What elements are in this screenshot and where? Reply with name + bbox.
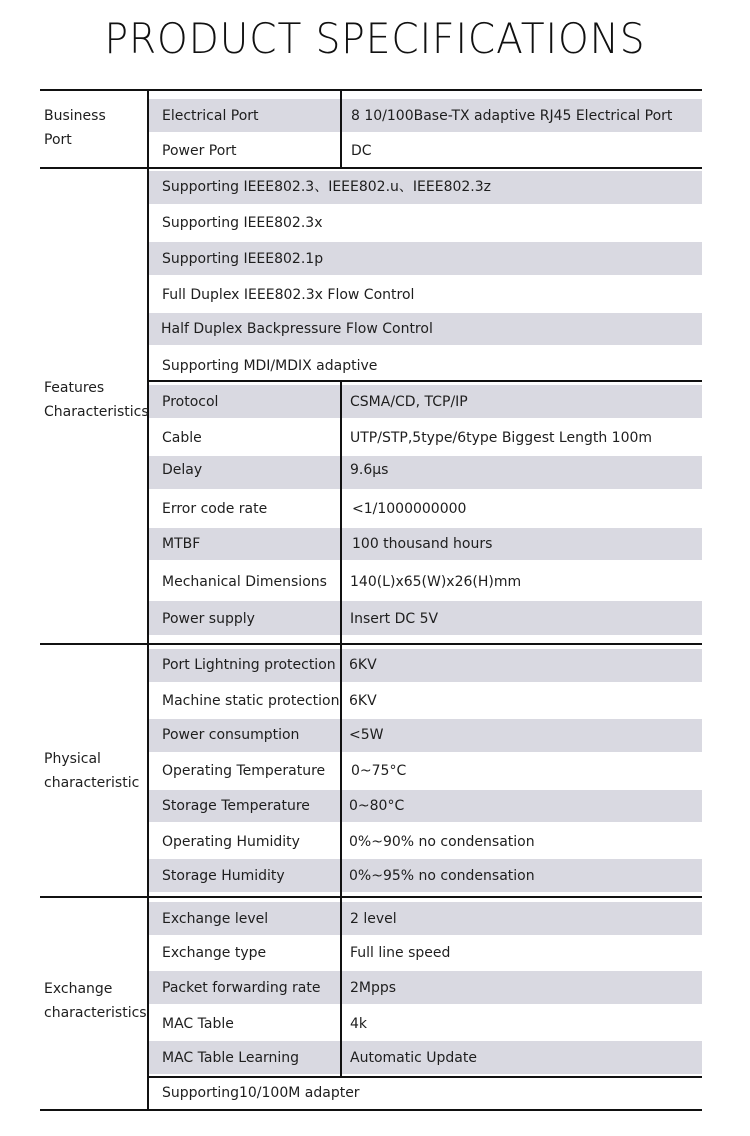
spec-key: Error code rate (162, 501, 268, 517)
spec-value: UTP/STP,5type/6type Biggest Length 100m (350, 430, 653, 446)
spec-key: Machine static protection (162, 693, 340, 709)
section-label-line: Port (44, 132, 72, 148)
spec-value: 0~75°C (351, 763, 407, 779)
spec-key: Electrical Port (162, 108, 259, 124)
section-label-line: Business (44, 108, 106, 124)
section-label-exchange (44, 977, 147, 1025)
section-label-physical (44, 747, 139, 795)
spec-key: Operating Temperature (162, 763, 326, 779)
table-rule (40, 1109, 702, 1111)
spec-key: Delay (162, 462, 203, 478)
column-rule (340, 380, 342, 643)
section-label-features (44, 376, 149, 424)
spec-value: 2 level (350, 911, 397, 927)
table-rule (40, 167, 702, 169)
spec-value: 6KV (349, 657, 377, 673)
feature-item: Supporting MDI/MDIX adaptive (162, 358, 378, 374)
section-label-business-port (44, 104, 106, 152)
section-label-line: Characteristics (44, 404, 149, 420)
table-rule (147, 1076, 702, 1078)
table-rule (40, 89, 702, 91)
spec-value: Insert DC 5V (350, 611, 439, 627)
column-rule (147, 89, 149, 1109)
spec-value: CSMA/CD, TCP/IP (350, 394, 468, 410)
section-label-line: characteristic (44, 775, 140, 791)
column-rule (340, 896, 342, 1076)
spec-value: DC (351, 143, 372, 159)
spec-value: 100 thousand hours (352, 536, 493, 552)
spec-value: 0%~90% no condensation (349, 834, 535, 850)
spec-key: Storage Humidity (162, 868, 285, 884)
spec-value: Automatic Update (350, 1050, 477, 1066)
spec-key: Cable (162, 430, 202, 446)
spec-key: Operating Humidity (162, 834, 300, 850)
feature-item: Supporting IEEE802.1p (162, 251, 324, 267)
spec-value: 6KV (349, 693, 377, 709)
section-label-line: Features (44, 380, 105, 396)
page-title: PRODUCT SPECIFICATIONS (104, 14, 646, 63)
spec-value: 0%~95% no condensation (349, 868, 535, 884)
feature-item: Half Duplex Backpressure Flow Control (161, 321, 433, 337)
feature-item: Supporting IEEE802.3、IEEE802.u、IEEE802.3z (162, 179, 491, 195)
section-label-line: characteristics (44, 1005, 147, 1021)
spec-value: 0~80°C (349, 798, 405, 814)
spec-key: Power Port (162, 143, 237, 159)
spec-footer-note: Supporting10/100M adapter (162, 1085, 360, 1101)
column-rule (340, 89, 342, 167)
spec-key: Power supply (162, 611, 255, 627)
spec-value: 2Mpps (350, 980, 397, 996)
spec-value: <1/1000000000 (352, 501, 467, 517)
section-label-line: Physical (44, 751, 101, 767)
spec-key: Exchange level (162, 911, 269, 927)
spec-key: Protocol (162, 394, 219, 410)
spec-value: 9.6μs (350, 462, 389, 478)
table-rule (147, 380, 702, 382)
spec-key: Mechanical Dimensions (162, 574, 327, 590)
spec-value: 8 10/100Base-TX adaptive RJ45 Electrical Port (351, 108, 673, 124)
feature-item: Supporting IEEE802.3x (162, 215, 323, 231)
spec-key: Packet forwarding rate (162, 980, 321, 996)
spec-key: MTBF (162, 536, 201, 552)
spec-value: <5W (349, 727, 384, 743)
spec-value: 4k (350, 1016, 368, 1032)
row-stripe (148, 456, 702, 489)
spec-key: MAC Table Learning (162, 1050, 300, 1066)
spec-key: Storage Temperature (162, 798, 310, 814)
spec-key: MAC Table (162, 1016, 234, 1032)
spec-key: Port Lightning protection (162, 657, 336, 673)
column-rule (340, 643, 342, 896)
spec-value: 140(L)x65(W)x26(H)mm (350, 574, 522, 590)
feature-item: Full Duplex IEEE802.3x Flow Control (162, 287, 415, 303)
table-rule (40, 643, 702, 645)
table-rule (40, 896, 702, 898)
spec-value: Full line speed (350, 945, 451, 961)
spec-key: Power consumption (162, 727, 300, 743)
section-label-line: Exchange (44, 981, 113, 997)
spec-key: Exchange type (162, 945, 267, 961)
